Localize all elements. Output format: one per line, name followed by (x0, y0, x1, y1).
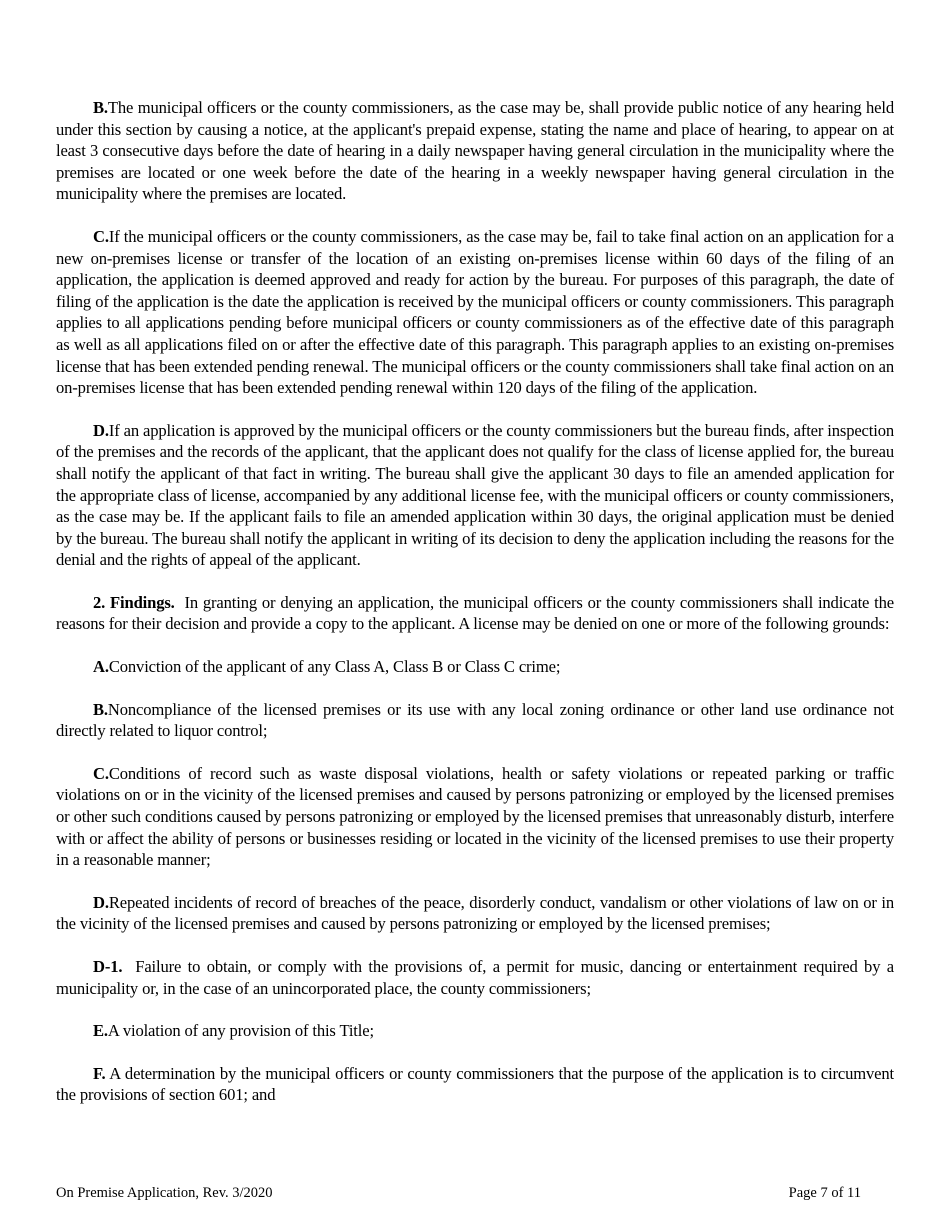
document-body (56, 97, 894, 1127)
paragraph-label: C. (93, 226, 109, 246)
paragraph-text: The municipal officers or the county commissioners, as the case may be, shall provide public notice of any hearing held under this section by causing a notice, at the applicant's prepaid expense, stating the name and place of hearing, to appear on at least 3 consecutive days before the date of hearing in a daily newspaper having general circulation in the municipality where the premises are located or one week before the date of the hearing in a weekly newspaper having general circulation in the municipality where the premises are located. (56, 98, 894, 204)
paragraph-label: F. (93, 1063, 106, 1083)
paragraph-text: If an application is approved by the municipal officers or the county commissioners but the bureau finds, after inspection of the premises and the records of the applicant, that the applicant does not qualify for the class of license applied for, the bureau shall notify the applicant of that fact in writing. The bureau shall give the applicant 30 days to file an amended application for the appropriate class of license, accompanied by any additional license fee, with the municipal officers or county commissioners, as the case may be. If the applicant fails to file an amended application within 30 days, the original application must be denied by the bureau. The bureau shall notify the applicant in writing of its decision to deny the application including the reasons for the denial and the rights of appeal of the applicant. (56, 420, 894, 570)
paragraph-text: Failure to obtain, or comply with the provisions of, a permit for music, dancing or entertainment required by a municipality or, in the case of an unincorporated place, the county commissioners; (56, 957, 894, 998)
paragraph-text: Conditions of record such as waste disposal violations, health or safety violations or repeated parking or traffic violations on or in the vicinity of the licensed premises and caused by persons patronizing or employed by the licensed premises or other such conditions caused by persons patronizing or employed by the licensed premises that unreasonably disturb, interfere with or affect the ability of persons or businesses residing or located in the vicinity of the licensed premises to use their property in a reasonable manner; (56, 763, 894, 870)
ground-d1-permit (56, 956, 894, 999)
ground-f-circumvent (56, 1063, 894, 1106)
paragraph-text: If the municipal officers or the county commissioners, as the case may be, fail to take final action on an application for a new on-premises license or transfer of the location of an existing on-premises license within 60 days of the filing of an application, the application is deemed approved and ready for action by the bureau. For purposes of this paragraph, the date of filing of the application is the date the application is received by the municipal officers or county commissioners. This paragraph applies to all applications pending before municipal officers or county commissioners as of the effective date of this paragraph as well as all applications filed on or after the effective date of this paragraph. This paragraph applies to an existing on-premises license that has been extended pending renewal. The municipal officers or the county commissioners shall take final action on an on-premises license that has been extended pending renewal within 120 days of the filing of the application. (56, 226, 894, 398)
footer-page-number: Page 7 of 11 (788, 1185, 861, 1201)
paragraph-text: Repeated incidents of record of breaches of the peace, disorderly conduct, vandalism or other violations of law on or in the vicinity of the licensed premises and caused by persons patronizing or employed by the licensed premises; (56, 892, 894, 934)
section-2-findings (56, 592, 894, 635)
paragraph-label: A. (93, 657, 109, 677)
paragraph-d-bureau-finding (56, 420, 894, 571)
paragraph-label: D. (93, 892, 109, 912)
ground-e-violation (56, 1020, 894, 1042)
ground-d-incidents (56, 892, 894, 935)
section-heading: 2. Findings. (93, 592, 175, 612)
paragraph-text: Noncompliance of the licensed premises or its use with any local zoning ordinance or other land use ordinance not directly related to liquor control; (56, 699, 894, 741)
ground-a-conviction (56, 656, 894, 678)
paragraph-label: D-1. (93, 957, 123, 976)
paragraph-text: Conviction of the applicant of any Class A, Class B or Class C crime; (108, 657, 561, 677)
paragraph-label: B. (93, 699, 108, 719)
paragraph-text: In granting or denying an application, the municipal officers or the county commissioners shall indicate the reasons for their decision and provide a copy to the applicant. A license may be denied on one or more of the following grounds: (56, 592, 894, 634)
paragraph-text: A violation of any provision of this Title; (107, 1021, 374, 1041)
paragraph-text: A determination by the municipal officers or county commissioners that the purpose of the application is to circumvent the provisions of section 601; and (56, 1063, 894, 1105)
paragraph-label: D. (93, 420, 109, 440)
paragraph-label: B. (93, 98, 108, 117)
footer-form-revision: On Premise Application, Rev. 3/2020 (56, 1185, 273, 1201)
paragraph-c-final-action (56, 226, 894, 399)
paragraph-label: C. (93, 763, 109, 783)
paragraph-label: E. (93, 1021, 108, 1041)
ground-b-noncompliance (56, 699, 894, 742)
paragraph-b-public-notice (56, 97, 894, 205)
ground-c-conditions (56, 763, 894, 871)
